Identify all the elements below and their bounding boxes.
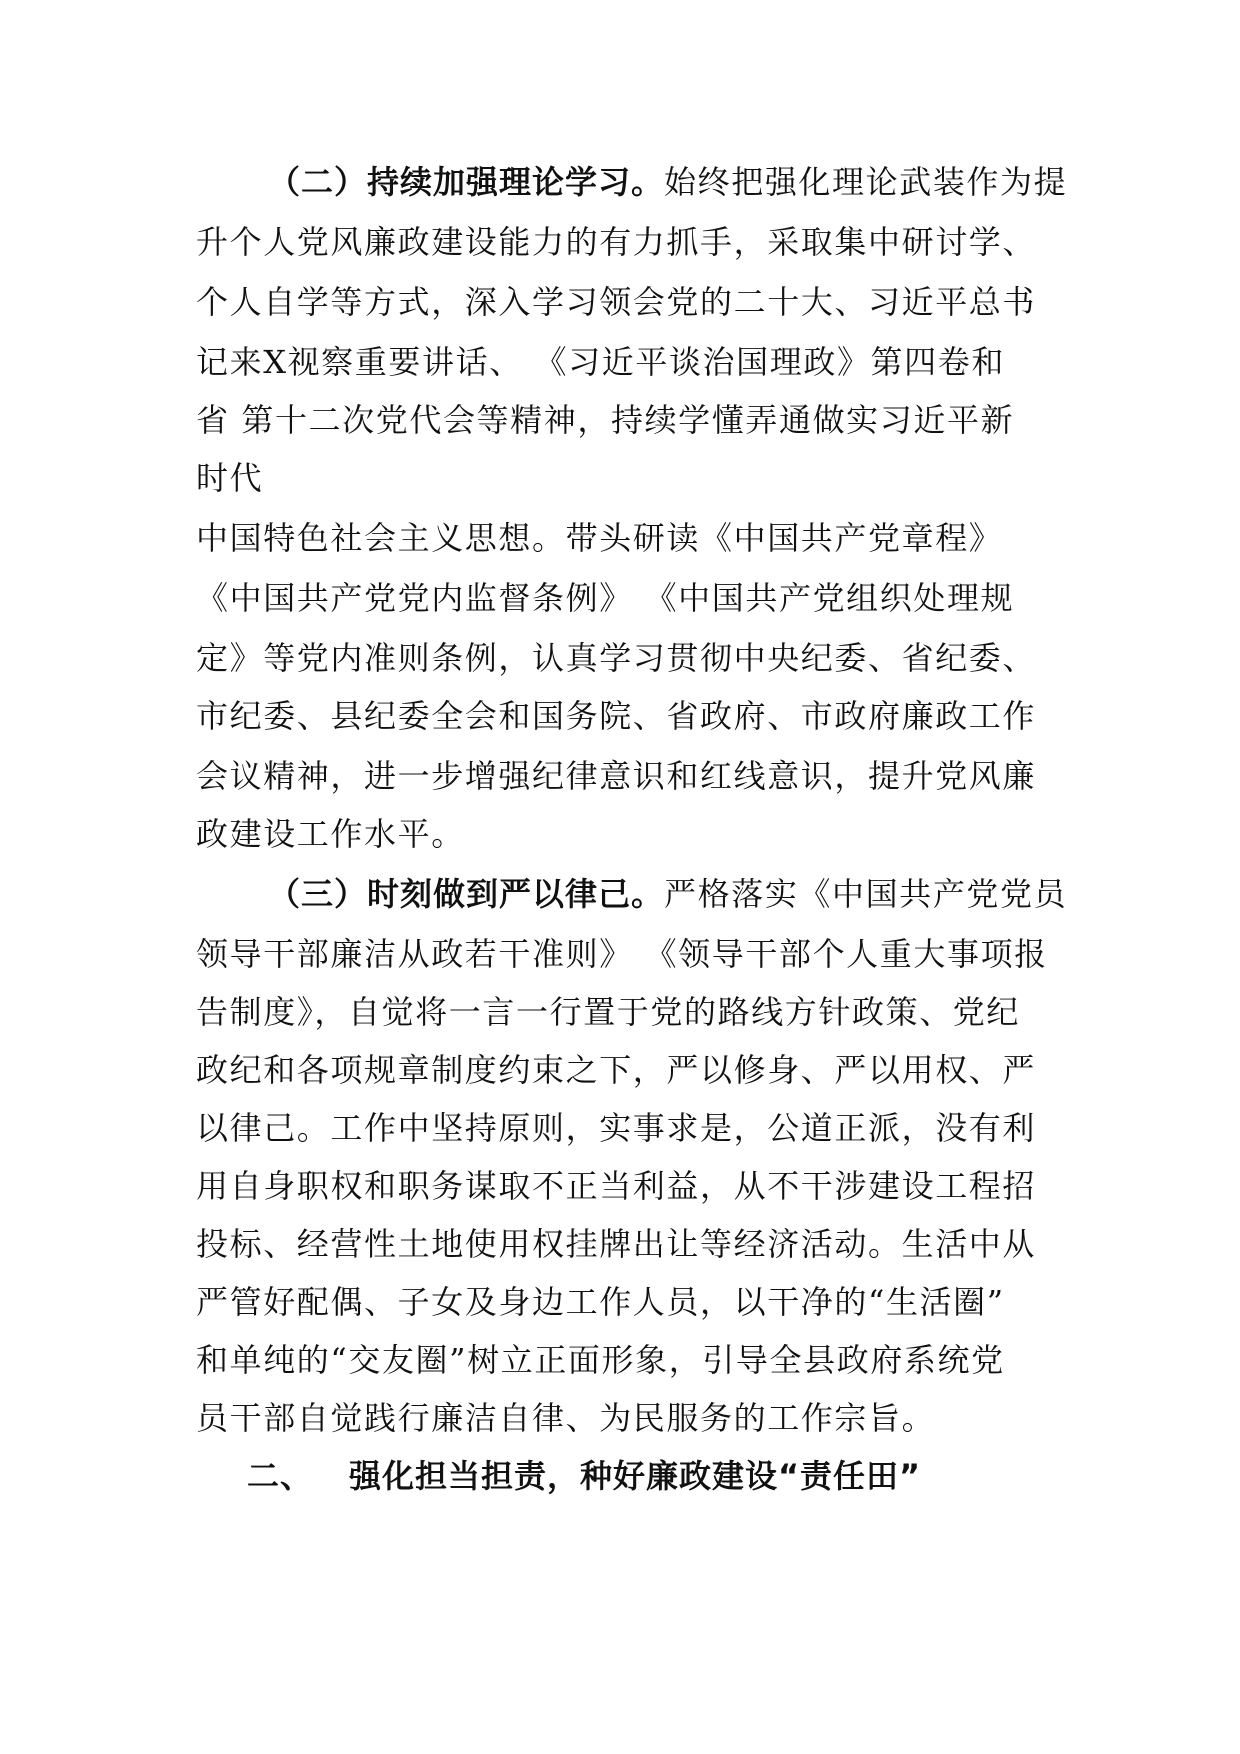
section-3-line-4: 以律己。工作中坚持原则，实事求是，公道正派，没有利 (196, 1109, 1037, 1147)
section-3-line-9: 员干部自觉践行廉洁自律、为民服务的工作宗旨。 (196, 1399, 936, 1437)
section-3-line-5: 用自身职权和职务谋取不正当利益，从不干涉建设工程招 (196, 1167, 1037, 1205)
section-2-line-1: 升个人党风廉政建设能力的有力抓手，采取集中研讨学、 (196, 223, 1037, 261)
section-3-line-8: 和单纯的“交友圈”树立正面形象，引导全县政府系统党 (196, 1341, 1005, 1379)
section-heading-2 (247, 1456, 921, 1496)
section-2-line-4: 省 第十二次党代会等精神，持续学懂弄通做实习近平新 (196, 401, 1015, 439)
section-2-line-5: 时代 (196, 459, 264, 497)
heading-2-text: 强化担当担责，种好廉政建设“责任田” (349, 1457, 922, 1495)
section-2-line-10: 会议精神，进一步增强纪律意识和红线意识，提升党风廉 (196, 757, 1037, 795)
section-3-line-6: 投标、经营性土地使用权挂牌出让等经济活动。生活中从 (196, 1225, 1037, 1263)
section-3-line-1: 领导干部廉洁从政若干准则》 《领导干部个人重大事项报 (196, 935, 1048, 973)
section-2-line-6: 中国特色社会主义思想。带头研读《中国共产党章程》 (196, 519, 1003, 557)
section-3-first-line (268, 874, 1067, 914)
heading-2-number: 二、 (247, 1457, 314, 1495)
section-2-line-2: 个人自学等方式，深入学习领会党的二十大、习近平总书 (196, 283, 1037, 321)
section-2-line-11: 政建设工作水平。 (196, 815, 465, 853)
section-3-line-0: 严格落实《中国共产党党员 (664, 875, 1068, 913)
section-3-line-7: 严管好配偶、子女及身边工作人员，以干净的“生活圈” (196, 1283, 1005, 1321)
section-2-line-9: 市纪委、县纪委全会和国务院、省政府、市政府廉政工作 (196, 697, 1037, 735)
section-2-line-3: 记来X视察重要讲话、 《习近平谈治国理政》第四卷和 (196, 343, 1005, 381)
section-2-first-line (268, 162, 1067, 202)
section-3-line-2: 告制度》，自觉将一言一行置于党的路线方针政策、党纪 (196, 993, 1021, 1031)
section-3-title: （三）时刻做到严以律己。 (268, 875, 665, 913)
section-2-line-8: 定》等党内准则条例，认真学习贯彻中央纪委、省纪委、 (196, 639, 1037, 677)
section-2-title: （二）持续加强理论学习。 (268, 163, 665, 201)
section-3-line-3: 政纪和各项规章制度约束之下，严以修身、严以用权、严 (196, 1051, 1037, 1089)
section-2-line-0: 始终把强化理论武装作为提 (664, 163, 1068, 201)
section-2-line-7: 《中国共产党党内监督条例》 《中国共产党组织处理规 (196, 579, 1015, 617)
